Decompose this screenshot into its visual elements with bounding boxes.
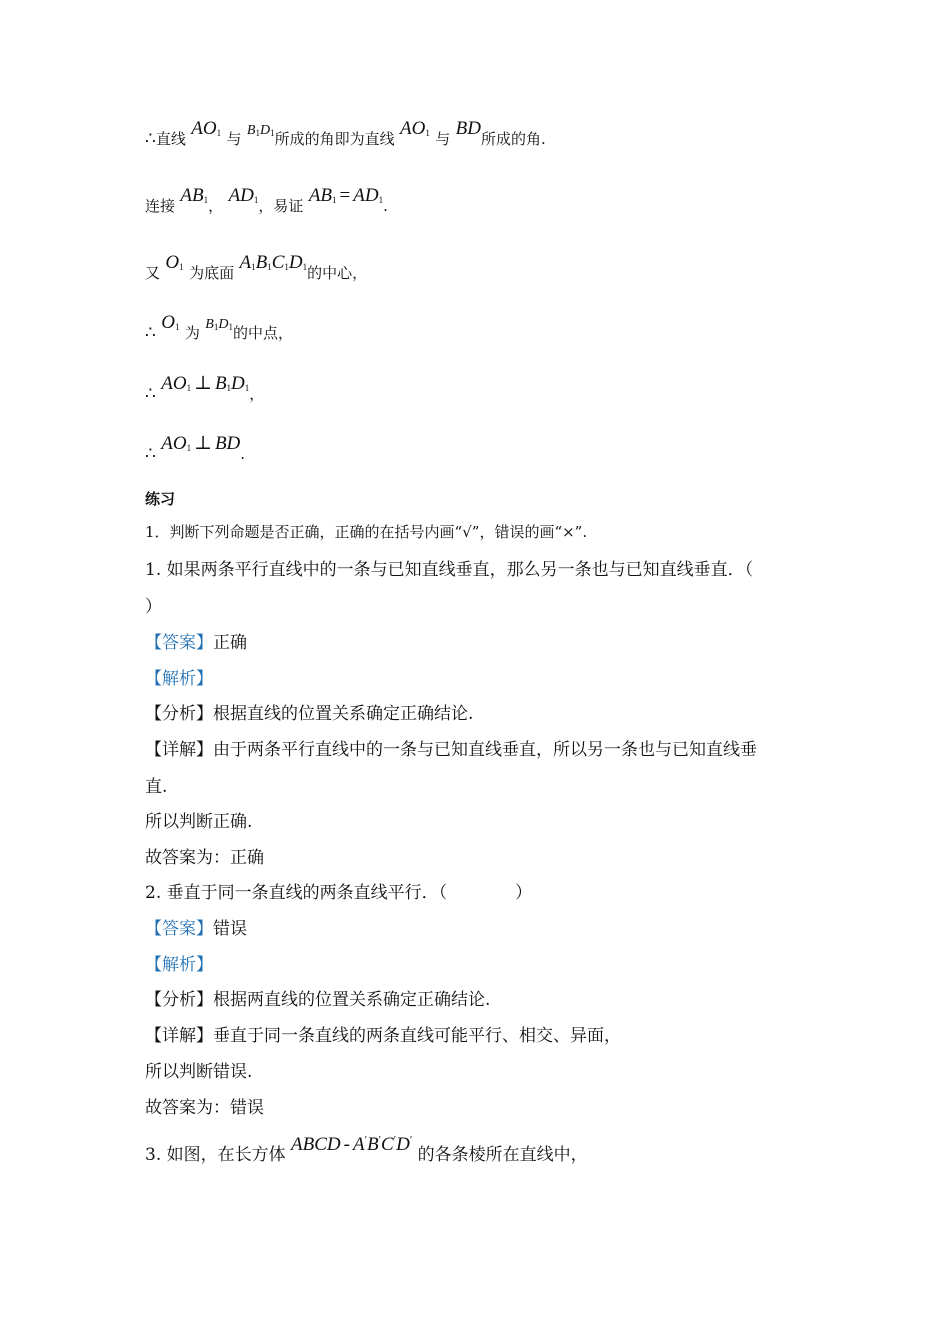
q1-final: 故答案为：正确 bbox=[145, 848, 264, 868]
answer-label: 【答案】 bbox=[145, 633, 213, 653]
q2-xiangjie bbox=[145, 1021, 621, 1046]
math-AO1: $AO_1$ bbox=[191, 118, 222, 139]
math-AO1-b: $AO_1$ bbox=[400, 118, 430, 139]
math-AO1-perp-BD: $AO_1$ ⊥ BD bbox=[161, 433, 241, 454]
q2-judge: 所以判断错误. bbox=[145, 1062, 253, 1082]
q3-text bbox=[145, 1134, 588, 1166]
text: 与 bbox=[435, 130, 451, 148]
proof-line-1 bbox=[145, 118, 546, 150]
q1-text: 1. 如果两条平行直线中的一条与已知直线垂直，那么另一条也与已知直线垂直．（ bbox=[145, 560, 754, 580]
text: 与 bbox=[226, 130, 242, 148]
text: 为底面 bbox=[189, 264, 235, 282]
text: . bbox=[240, 445, 246, 463]
fenxi-text: 根据两直线的位置关系确定正确结论. bbox=[213, 990, 491, 1010]
q3-prefix: 3. 如图，在长方体 bbox=[145, 1145, 286, 1165]
proof-line-4 bbox=[145, 312, 293, 344]
fenxi-text: 根据直线的位置关系确定正确结论. bbox=[213, 704, 474, 724]
text: 又 bbox=[145, 264, 161, 282]
q1-jiexi-label: 【解析】 bbox=[145, 669, 213, 689]
proof-line-6 bbox=[145, 433, 246, 465]
q1-text-end: ） bbox=[145, 597, 162, 617]
proof-line-5 bbox=[145, 373, 265, 405]
q2-text: 2. 垂直于同一条直线的两条直线平行．（ ） bbox=[145, 883, 533, 903]
therefore-symbol: ∴ bbox=[145, 129, 156, 149]
fenxi-label: 【分析】 bbox=[145, 704, 213, 724]
text: 连接 bbox=[145, 197, 176, 215]
text: 的中点， bbox=[232, 324, 293, 342]
text: 所成的角即为直线 bbox=[274, 130, 395, 148]
answer-label: 【答案】 bbox=[145, 919, 213, 939]
math-BD: BD bbox=[455, 118, 481, 139]
q1-fenxi bbox=[145, 699, 473, 724]
q2-fenxi bbox=[145, 985, 490, 1010]
text: ， bbox=[208, 197, 224, 215]
therefore-symbol: ∴ bbox=[145, 444, 156, 464]
math-AB1: $AB_1$ bbox=[180, 185, 209, 206]
instruction: 1．判断下列命题是否正确，正确的在括号内画“√”，错误的画“×”. bbox=[145, 523, 588, 541]
q2-answer bbox=[145, 914, 247, 939]
text: 所成的角. bbox=[481, 130, 546, 148]
xiangjie-text: 由于两条平行直线中的一条与已知直线垂直，所以另一条也与已知直线垂 bbox=[213, 740, 757, 760]
math-cuboid: ABCD - A′B′C′D′ bbox=[291, 1134, 413, 1155]
xiangjie-text: 垂直于同一条直线的两条直线可能平行、相交、异面， bbox=[213, 1026, 621, 1046]
answer-value: 正确 bbox=[213, 633, 247, 653]
q1-xiangjie bbox=[145, 735, 757, 760]
text: 为 bbox=[184, 324, 200, 342]
xiangjie-label: 【详解】 bbox=[145, 740, 213, 760]
math-O1: $O_1$ bbox=[165, 252, 184, 273]
math-B1D1: B1D1 bbox=[205, 317, 233, 332]
math-O1: $O_1$ bbox=[161, 312, 180, 333]
math-AB1-eq-AD1: $AB_1 = AD_1$ bbox=[308, 185, 384, 206]
q2-final: 故答案为：错误 bbox=[145, 1098, 264, 1118]
text: 直线 bbox=[155, 130, 186, 148]
proof-line-3 bbox=[145, 252, 368, 284]
therefore-symbol: ∴ bbox=[145, 323, 156, 343]
answer-value: 错误 bbox=[213, 919, 247, 939]
q1-answer bbox=[145, 628, 247, 653]
math-B1D1: B1D1 bbox=[246, 123, 275, 138]
q3-suffix: 的各条棱所在直线中， bbox=[417, 1145, 588, 1165]
q1-xiangjie-cont: 直. bbox=[145, 777, 168, 797]
q2-jiexi-label: 【解析】 bbox=[145, 955, 213, 975]
math-AO1-perp-B1D1: $AO_1$ ⊥ $B_1D_1$ bbox=[161, 373, 250, 394]
text: . bbox=[383, 197, 388, 215]
proof-line-2 bbox=[145, 185, 388, 217]
math-AD1: $AD_1$ bbox=[228, 185, 259, 206]
xiangjie-label: 【详解】 bbox=[145, 1026, 213, 1046]
therefore-symbol: ∴ bbox=[145, 384, 156, 404]
text: 的中心， bbox=[307, 264, 368, 282]
q1-judge: 所以判断正确. bbox=[145, 812, 253, 832]
fenxi-label: 【分析】 bbox=[145, 990, 213, 1010]
section-heading: 练习 bbox=[145, 490, 176, 508]
math-A1B1C1D1: $A_1B_1C_1D_1$ bbox=[239, 252, 308, 273]
text: ，易证 bbox=[258, 197, 304, 215]
text: ， bbox=[249, 385, 265, 403]
